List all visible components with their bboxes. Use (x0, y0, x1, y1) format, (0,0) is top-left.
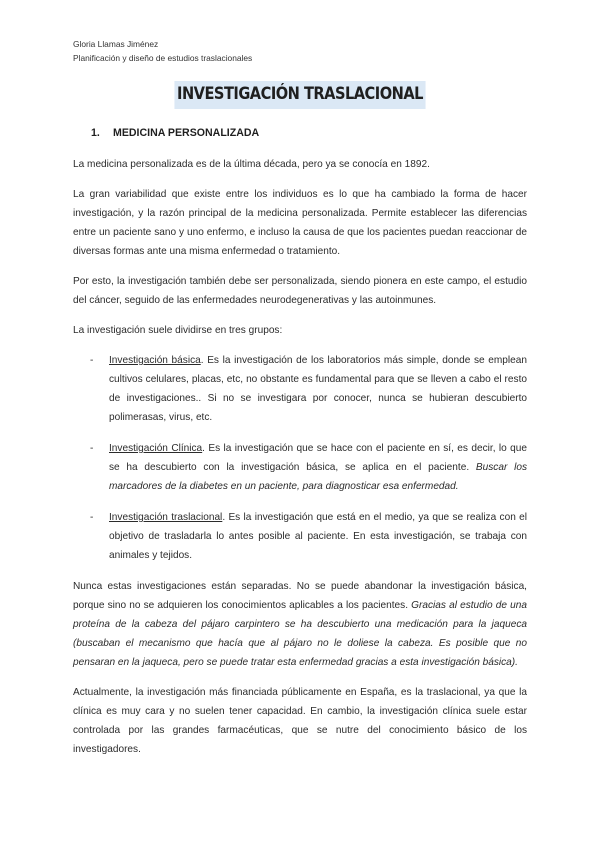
paragraph-pioneer: Por esto, la investigación también debe ser personalizada, siendo pionera en este campo, el estudio del cáncer, seguido de las enfermedades neurodegenerativas y las autoinmunes. (73, 276, 527, 306)
paragraph-funding: Actualmente, la investigación más financiada públicamente en España, es la traslacional, ya que la clínica es muy cara y no suelen tener capacidad. En cambio, la investigación clínica suele estar controlada por las grandes farmacéuticas, que se nutre del conocimiento básico de los investigadores. (73, 687, 527, 755)
group-example: Buscar los marcadores de la diabetes en un paciente, para diagnosticar esa enfermedad. (109, 462, 527, 492)
paragraph-example: Gracias al estudio de una proteína de la cabeza del pájaro carpintero se ha descubierto una medicación para la jaqueca (buscaban el mecanismo que hacía que al pájaro no le doliese la cabeza. Es posible que no pensaran en la jaqueca, pero se puede tratar esta enfermedad gracias a esta investigación básica). (73, 600, 527, 668)
list-dash: - (90, 512, 94, 523)
list-item (73, 439, 527, 496)
research-groups-list (73, 351, 527, 565)
header-subject: Planificación y diseño de estudios traslacionales (73, 53, 253, 63)
paragraph-variability: La gran variabilidad que existe entre los individuos es lo que ha cambiado la forma de hacer investigación, y la razón principal de la medicina personalizada. Permite establecer las diferencias entre un paciente sano y uno enfermo, e incluso la causa de que los pacientes puedan reaccionar de diversas formas ante una misma enfermedad o tratamiento. (73, 189, 527, 257)
list-item (73, 351, 527, 427)
document-body (73, 124, 527, 770)
group-text: . Es la investigación que se hace con el paciente en sí, es decir, lo que se ha descubierto con la investigación básica, se aplica en el paciente. (109, 443, 527, 473)
paragraph-intro: La medicina personalizada es de la última década, pero ya se conocía en 1892. (73, 159, 430, 170)
section-title: MEDICINA PERSONALIZADA (113, 127, 260, 139)
list-dash: - (90, 443, 94, 454)
page-header (73, 37, 252, 65)
list-item (73, 508, 527, 565)
document-title: INVESTIGACIÓN TRASLACIONAL (174, 81, 425, 109)
section-number: 1. (91, 127, 100, 139)
title-container (0, 81, 600, 109)
header-author: Gloria Llamas Jiménez (73, 39, 159, 49)
section-heading (91, 124, 527, 143)
group-text: . Es la investigación que está en el medio, ya que se realiza con el objetivo de trasladarla lo antes posible al paciente. En esta investigación, se trabaja con animales y tejidos. (109, 512, 527, 561)
group-term: Investigación básica (109, 355, 201, 366)
group-term: Investigación Clínica (109, 443, 203, 454)
group-term: Investigación traslacional (109, 512, 223, 523)
paragraph-not-separated (73, 577, 527, 672)
list-dash: - (90, 355, 94, 366)
group-text: . Es la investigación de los laboratorios más simple, donde se emplean cultivos celulares, placas, etc, no obstante es fundamental para que se lleven a cabo el resto de investigaciones.. Si no se investigara por conocer, nunca se hubieran descubierto polimerasas, virus, etc. (109, 355, 527, 423)
paragraph-groups-intro: La investigación suele dividirse en tres grupos: (73, 325, 283, 336)
paragraph-text: Nunca estas investigaciones están separadas. No se puede abandonar la investigación básica, porque sino no se adquieren los conocimientos aplicables a los pacientes. (73, 581, 527, 611)
